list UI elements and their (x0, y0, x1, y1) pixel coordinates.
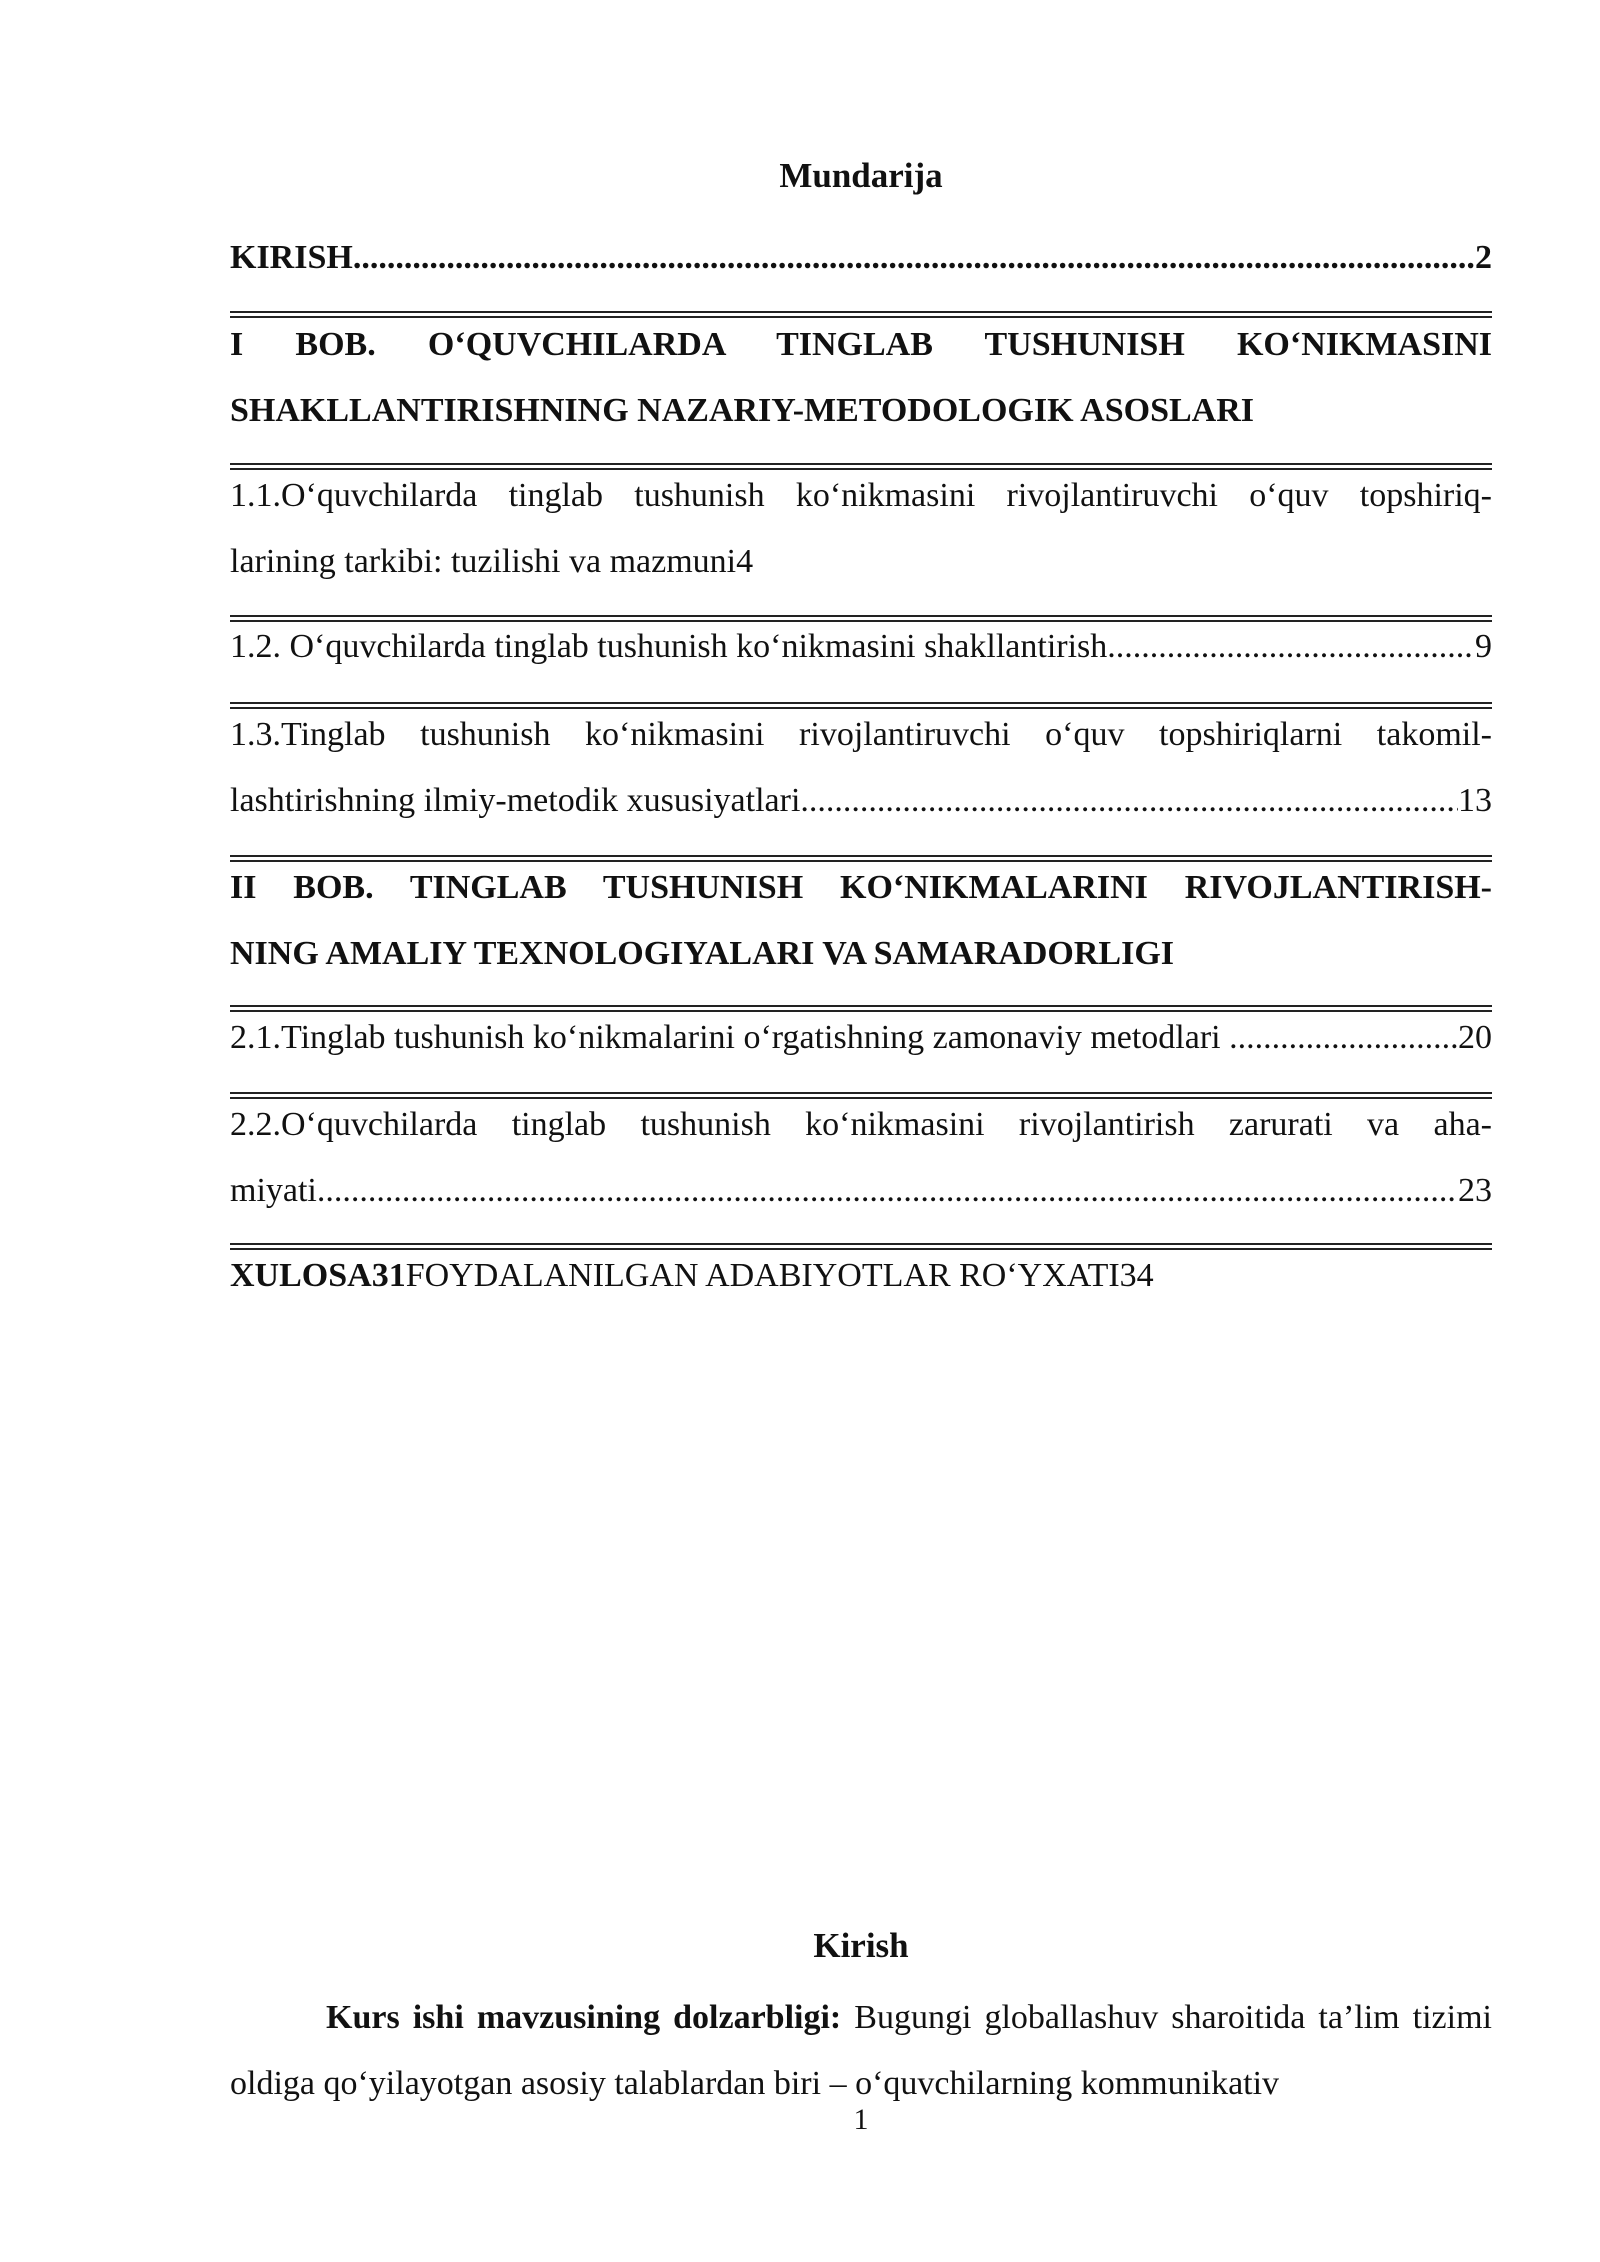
toc-entry-line: larining tarkibi: tuzilishi va mazmuni4 (230, 543, 754, 580)
toc-entry-chapter-1[interactable] (230, 312, 1492, 444)
paragraph-text: Bugungi globallashuv sharoitida ta’lim tizimi oldiga qo‘yilayotgan asosiy talablardan biri – o‘quvchilarning kommunikativ (230, 1999, 1492, 2102)
toc-entry-line: 2.2.O‘quvchilarda tinglab tushunish ko‘nikmasini rivojlantirish zarurati va aha- (230, 1106, 1492, 1143)
toc-page-number: 9 (1475, 628, 1492, 665)
toc-entry-chapter-2[interactable] (230, 855, 1492, 987)
toc-leader-dots (1229, 1005, 1458, 1071)
toc-entry-1-1[interactable] (230, 463, 1492, 595)
toc-entry-label: 2.1.Tinglab tushunish ko‘nikmalarini o‘rgatishning zamonaviy metodlari (230, 1019, 1230, 1056)
toc-page-number: 23 (1458, 1172, 1492, 1209)
toc-entry-line: II BOB. TINGLAB TUSHUNISH KO‘NIKMALARINI RIVOJLANTIRISH- (230, 869, 1492, 906)
intro-paragraph (230, 1985, 1492, 2117)
toc-entry-2-1[interactable] (230, 1005, 1492, 1071)
toc-entry-references: FOYDALANILGAN ADABIYOTLAR RO‘YXATI34 (405, 1257, 1154, 1294)
page-number: 1 (853, 2103, 869, 2136)
toc-entry-1-2[interactable] (230, 614, 1492, 680)
toc-entry-line: SHAKLLANTIRISHNING NAZARIY-METODOLOGIK ASOSLARI (230, 392, 1255, 429)
toc-entry-label: miyati (230, 1172, 317, 1209)
toc-leader-dots (353, 225, 1475, 291)
toc-entry-line: 1.3.Tinglab tushunish ko‘nikmasini rivojlantiruvchi o‘quv topshiriqlarni takomil- (230, 716, 1492, 753)
toc-entry-1-3[interactable] (230, 702, 1492, 834)
toc-entry-label: KIRISH (230, 239, 353, 276)
toc-entry-label: 1.2. O‘quvchilarda tinglab tushunish ko‘nikmasini shakllantirish (230, 628, 1108, 665)
toc-entry-2-2[interactable] (230, 1092, 1492, 1224)
toc-leader-dots (1107, 614, 1475, 680)
toc-leader-dots (800, 768, 1458, 834)
toc-entry-line: NING AMALIY TEXNOLOGIYALARI VA SAMARADORLIGI (230, 935, 1174, 972)
toc-entry-xulosa: XULOSA31 (230, 1257, 406, 1294)
paragraph-lead: Kurs ishi mavzusining dolzarbligi: (326, 1999, 842, 2036)
toc-entry-final[interactable] (230, 1243, 1492, 1309)
section-heading: Kirish (813, 1926, 909, 1965)
toc-page-number: 13 (1458, 782, 1492, 819)
toc-title: Mundarija (779, 156, 943, 195)
toc-entry-line: I BOB. O‘QUVCHILARDA TINGLAB TUSHUNISH KO‘NIKMASINI (230, 326, 1492, 363)
toc-entry-label: lashtirishning ilmiy-metodik xususiyatlari (230, 782, 801, 819)
toc-leader-dots (317, 1158, 1458, 1224)
toc-page-number: 20 (1458, 1019, 1492, 1056)
toc-entry-kirish[interactable] (230, 225, 1492, 291)
toc-page-number: 2 (1475, 239, 1492, 276)
toc-entry-line: 1.1.O‘quvchilarda tinglab tushunish ko‘nikmasini rivojlantiruvchi o‘quv topshiriq- (230, 477, 1492, 514)
